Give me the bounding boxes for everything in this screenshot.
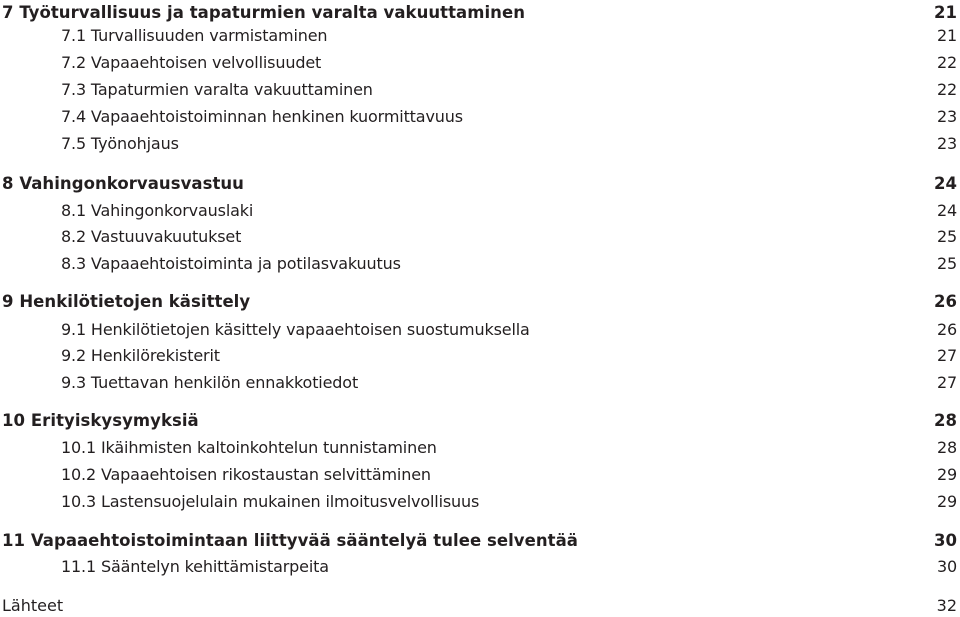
toc-item-9-1[interactable] [0, 317, 960, 341]
toc-section-title: 10 Erityiskysymyksiä [2, 410, 199, 430]
toc-section-7[interactable] [0, 0, 960, 24]
toc-item-title: 8.2 Vastuuvakuutukset [61, 226, 242, 246]
toc-section-title: 11 Vapaaehtoistoimintaan liittyvää sääntelyä tulee selventää [2, 530, 578, 550]
toc-page-number: 30 [936, 556, 957, 576]
toc-item-title: 8.3 Vapaaehtoistoiminta ja potilasvakuutus [61, 253, 401, 273]
toc-item-title: 9.2 Henkilörekisterit [61, 345, 220, 365]
toc-item-title: 10.3 Lastensuojelulain mukainen ilmoitusvelvollisuus [61, 491, 480, 511]
toc-item-7-3[interactable] [0, 77, 960, 101]
toc-item-10-1[interactable] [0, 435, 960, 459]
toc-section-title: 9 Henkilötietojen käsittely [2, 291, 251, 311]
toc-item-9-3[interactable] [0, 370, 960, 394]
toc-item-title: 7.4 Vapaaehtoistoiminnan henkinen kuormittavuus [61, 106, 463, 126]
toc-page-number: 23 [936, 106, 957, 126]
toc-item-title: 7.3 Tapaturmien varalta vakuuttaminen [61, 79, 373, 99]
toc-item-7-1[interactable] [0, 23, 960, 47]
toc-section-11[interactable] [0, 528, 960, 552]
toc-references-title: Lähteet [2, 595, 64, 615]
toc-item-title: 10.2 Vapaaehtoisen rikostaustan selvittäminen [61, 464, 431, 484]
toc-item-7-2[interactable] [0, 50, 960, 74]
toc-page-number: 32 [936, 595, 957, 615]
toc-references[interactable] [0, 593, 960, 617]
toc-page-number: 28 [933, 410, 957, 430]
toc-item-title: 10.1 Ikäihmisten kaltoinkohtelun tunnistaminen [61, 437, 437, 457]
toc-page-number: 25 [936, 253, 957, 273]
toc-item-11-1[interactable] [0, 554, 960, 578]
toc-item-9-2[interactable] [0, 343, 960, 367]
toc-section-8[interactable] [0, 171, 960, 195]
toc-page-number: 29 [936, 464, 957, 484]
toc-page-number: 21 [936, 25, 957, 45]
toc-section-9[interactable] [0, 289, 960, 313]
toc-page-number: 29 [936, 491, 957, 511]
toc-item-title: 9.1 Henkilötietojen käsittely vapaaehtoisen suostumuksella [61, 319, 530, 339]
toc-page-number: 28 [936, 437, 957, 457]
toc-item-8-2[interactable] [0, 224, 960, 248]
toc-item-title: 11.1 Sääntelyn kehittämistarpeita [61, 556, 329, 576]
toc-page-number: 23 [936, 133, 957, 153]
toc-item-title: 7.1 Turvallisuuden varmistaminen [61, 25, 328, 45]
toc-page-number: 30 [933, 530, 957, 550]
toc-section-10[interactable] [0, 408, 960, 432]
toc-item-7-5[interactable] [0, 131, 960, 155]
toc-item-title: 9.3 Tuettavan henkilön ennakkotiedot [61, 372, 359, 392]
toc-page-number: 24 [933, 173, 957, 193]
toc-item-7-4[interactable] [0, 104, 960, 128]
toc-item-title: 7.5 Työnohjaus [61, 133, 179, 153]
toc-section-title: 8 Vahingonkorvausvastuu [2, 173, 244, 193]
toc-page-number: 22 [936, 79, 957, 99]
toc-page-number: 25 [936, 226, 957, 246]
toc-page-number: 24 [936, 200, 957, 220]
toc-page-number: 21 [933, 2, 957, 22]
toc-item-8-1[interactable] [0, 198, 960, 222]
toc-item-10-2[interactable] [0, 462, 960, 486]
toc-page-number: 26 [936, 319, 957, 339]
toc-page-number: 22 [936, 52, 957, 72]
toc-page-number: 26 [933, 291, 957, 311]
toc-page-number: 27 [936, 372, 957, 392]
toc-item-10-3[interactable] [0, 489, 960, 513]
toc-page-number: 27 [936, 345, 957, 365]
toc-item-8-3[interactable] [0, 251, 960, 275]
toc-section-title: 7 Työturvallisuus ja tapaturmien varalta vakuuttaminen [2, 2, 526, 22]
toc-item-title: 8.1 Vahingonkorvauslaki [61, 200, 254, 220]
toc-item-title: 7.2 Vapaaehtoisen velvollisuudet [61, 52, 322, 72]
